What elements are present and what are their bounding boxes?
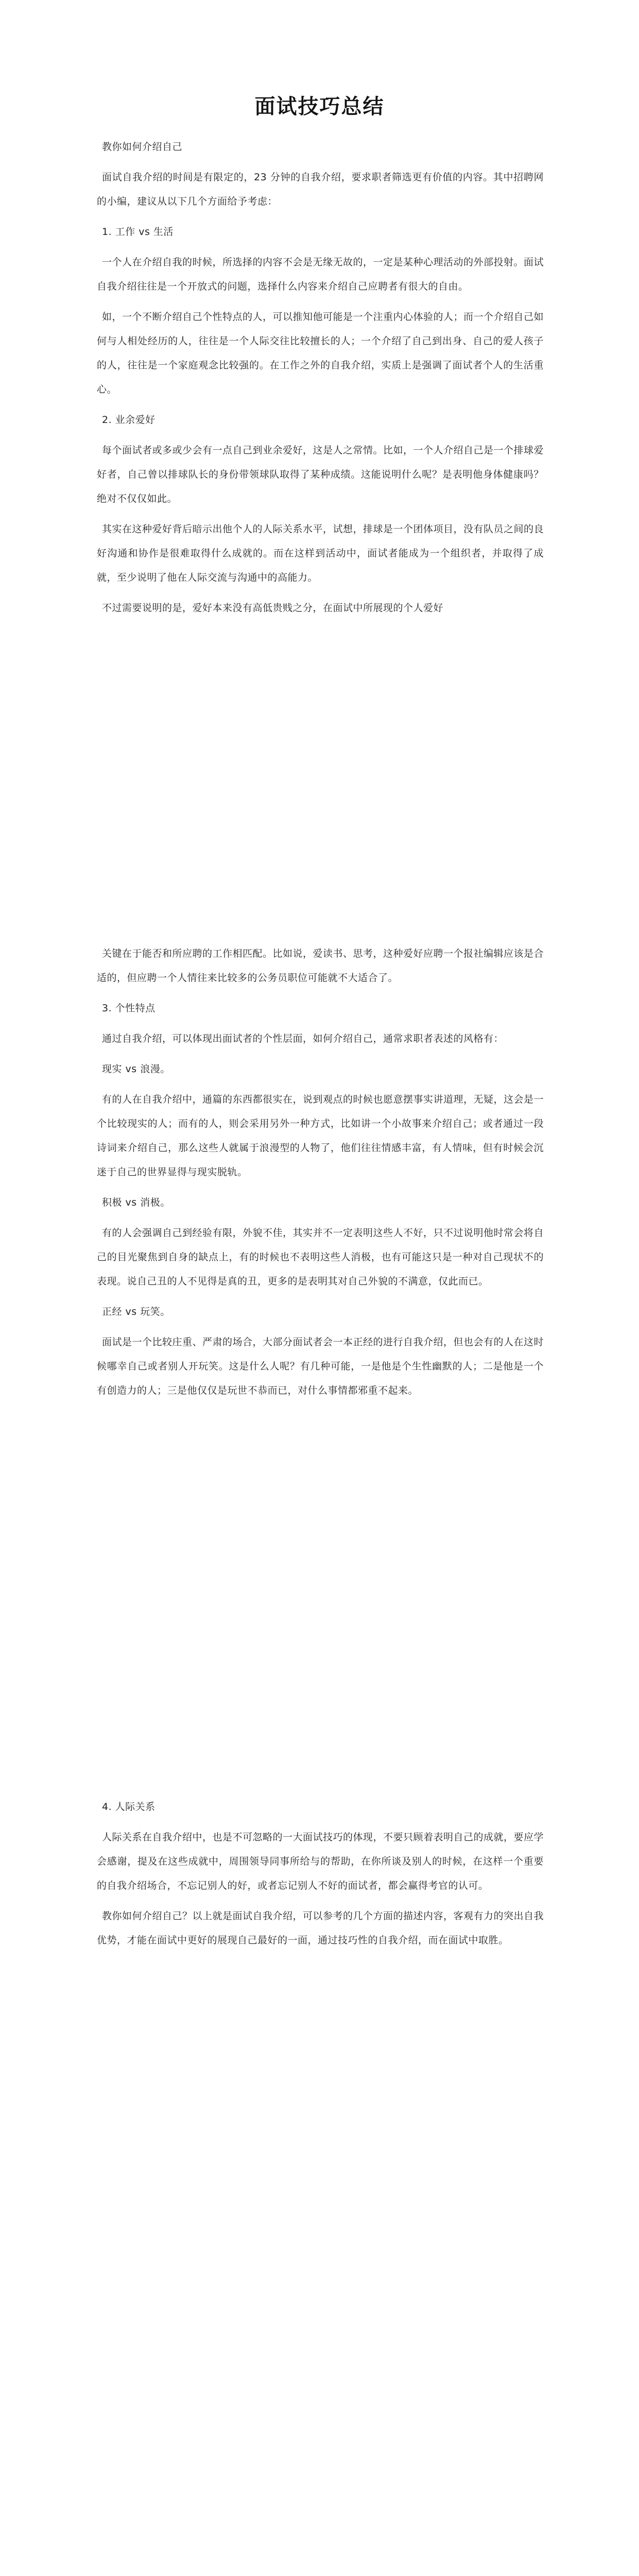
paragraph: 通过自我介绍，可以体现出面试者的个性层面，如何介绍自己，通常求职者表述的风格有： — [102, 1033, 504, 1044]
paragraph: 教你如何介绍自己？以上就是面试自我介绍，可以参考的几个方面的描述内容，客观有力的突出自我优势，才能在面试中更好的展现自己最好的一面，通过技巧性的自我介绍，而在面试中取胜。 — [97, 1910, 544, 1946]
section-heading-personality: 3. 个性特点 — [102, 1003, 156, 1014]
paragraph: 人际关系在自我介绍中，也是不可忽略的一大面试技巧的体现，不要只顾着表明自己的成就，要应学会感谢，提及在这些成就中，周围领导同事所给与的帮助，在你所谈及别人的时候，在这样一个重要的自我介绍场合，不忘记别人的好，或者忘记别人不好的面试者，都会赢得考官的认可。 — [97, 1832, 544, 1891]
subheading-positive-vs-negative: 积极 vs 消极。 — [102, 1197, 170, 1208]
paragraph: 每个面试者或多或少会有一点自己到业余爱好，这是人之常情。比如，一个人介绍自己是一个排球爱好者，自己曾以排球队长的身份带领球队取得了某种成绩。这能说明什么呢？是表明他身体健康吗？绝对不仅仅如此。 — [97, 445, 544, 504]
document-title: 面试技巧总结 — [254, 94, 385, 118]
paragraph: 不过需要说明的是，爱好本来没有高低贵贱之分，在面试中所展现的个人爱好 — [102, 602, 444, 614]
subheading-realistic-vs-romantic: 现实 vs 浪漫。 — [102, 1063, 170, 1075]
section-heading-hobbies: 2. 业余爱好 — [102, 414, 156, 426]
paragraph: 关键在于能否和所应聘的工作相匹配。比如说，爱读书、思考，这种爱好应聘一个报社编辑应该是合适的，但应聘一个人情往来比较多的公务员职位可能就不大适合了。 — [97, 948, 544, 984]
content-block-2 — [97, 942, 544, 1409]
content-block-1 — [97, 135, 544, 626]
paragraph: 如，一个不断介绍自己个性特点的人，可以推知他可能是一个注重内心体验的人；而一个介绍自己如何与人相处经历的人，往往是一个人际交往比较擅长的人；一个介绍了自己到出身、自己的爱人孩子的人，往往是一个家庭观念比较强的。在工作之外的自我介绍，实质上是强调了面试者个人的生活重心。 — [97, 311, 544, 395]
paragraph: 其实在这种爱好背后暗示出他个人的人际关系水平，试想，排球是一个团体项目，没有队员之间的良好沟通和协作是很难取得什么成就的。而在这样到活动中，面试者能成为一个组织者，并取得了成就，至少说明了他在人际交流与沟通中的高能力。 — [97, 523, 544, 583]
content-block-3 — [97, 1795, 544, 1959]
section-heading-work-vs-life: 1. 工作 vs 生活 — [102, 226, 174, 238]
paragraph: 一个人在介绍自我的时候，所选择的内容不会是无缘无故的，一定是某种心理活动的外部投射。面试自我介绍往往是一个开放式的问题，选择什么内容来介绍自己应聘者有很大的自由。 — [97, 257, 544, 292]
subheading-serious-vs-joking: 正经 vs 玩笑。 — [102, 1306, 170, 1317]
paragraph: 面试自我介绍的时间是有限定的，23 分钟的自我介绍，要求职者筛选更有价值的内容。其中招聘网的小编，建议从以下几个方面给予考虑： — [97, 172, 544, 207]
section-heading-relationships: 4. 人际关系 — [102, 1801, 156, 1812]
paragraph: 面试是一个比较庄重、严肃的场合，大部分面试者会一本正经的进行自我介绍，但也会有的人在这时候哪幸自己或者别人开玩笑。这是什么人呢？有几种可能，一是他是个生性幽默的人；二是他是一个有创造力的人；三是他仅仅是玩世不恭而已，对什么事情都邪重不起来。 — [97, 1336, 544, 1396]
paragraph: 有的人在自我介绍中，通篇的东西都很实在，说到观点的时候也愿意摆事实讲道理，无疑，这会是一个比较现实的人；而有的人，则会采用另外一种方式，比如讲一个小故事来介绍自己；或者通过一段诗词来介绍自己，那么这些人就属于浪漫型的人物了，他们往往情感丰富，有人情味，但有时候会沉迷于自己的世界显得与现实脱轨。 — [97, 1094, 544, 1178]
intro-heading: 教你如何介绍自己 — [102, 141, 183, 152]
paragraph: 有的人会强调自己到经验有限，外貌不佳，其实并不一定表明这些人不好，只不过说明他时常会将自己的目光聚焦到自身的缺点上，有的时候也不表明这些人消极，也有可能这只是一种对自己现状不的表现。说自己丑的人不见得是真的丑，更多的是表明其对自己外貌的不满意，仅此而已。 — [97, 1227, 544, 1287]
